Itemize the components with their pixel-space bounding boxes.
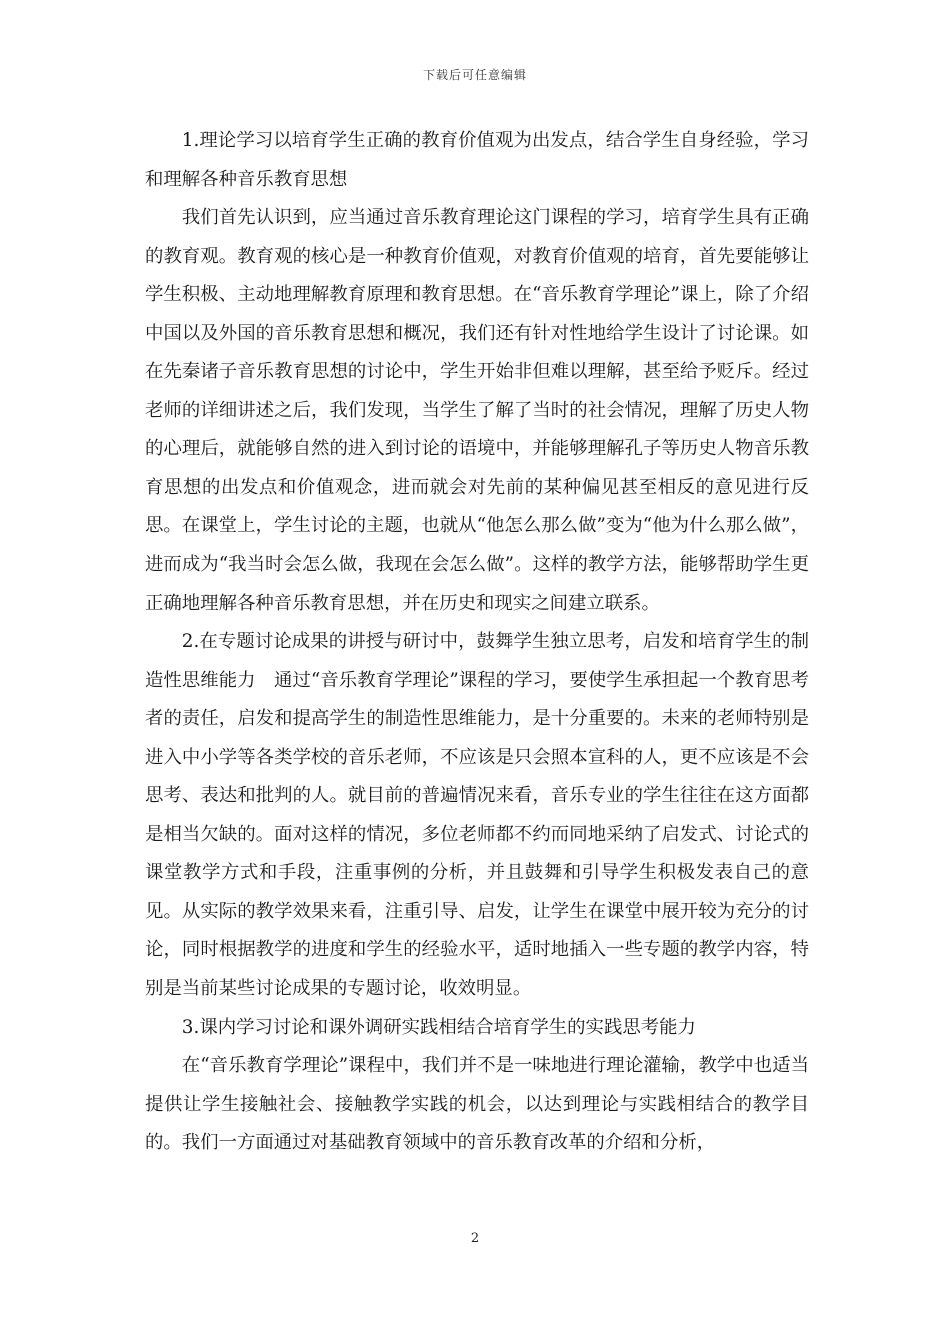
body-paragraph: 我们首先认识到，应当通过音乐教育理论这门课程的学习，培育学生具有正确的教育观。教育观的核心是一种教育价值观，对教育价值观的培育，首先要能够让学生积极、主动地理解教育原理和教育思想。在“音乐教育学理论”课上，除了介绍中国以及外国的音乐教育思想和概况，我们还有针对性地给学生设计了讨论课。如在先秦诸子音乐教育思想的讨论中，学生开始非但难以理解，甚至给予贬斥。经过老师的详细讲述之后，我们发现，当学生了解了当时的社会情况，理解了历史人物的心理后，就能够自然的进入到讨论的语境中，并能够理解孔子等历史人物音乐教育思想的出发点和价值观念，进而就会对先前的某种偏见甚至相反的意见进行反思。在课堂上，学生讨论的主题，也就从“他怎么那么做”变为“他为什么那么做”，进而成为“我当时会怎么做，我现在会怎么做”。这样的教学方法，能够帮助学生更正确地理解各种音乐教育思想，并在历史和现实之间建立联系。 bbox=[145, 207, 809, 614]
page-header: 下载后可任意编辑 bbox=[422, 68, 527, 82]
body-paragraph: 在“音乐教育学理论”课程中，我们并不是一味地进行理论灌输，教学中也适当提供让学生接触社会、接触教学实践的机会，以达到理论与实践相结合的教学目的。我们一方面通过对基础教育领域中的音乐教育改革的介绍和分析， bbox=[145, 1055, 809, 1154]
section-heading-3: 3.课内学习讨论和课外调研实践相结合培育学生的实践思考能力 bbox=[181, 1016, 696, 1038]
section-heading-2-paragraph: 2.在专题讨论成果的讲授与研讨中，鼓舞学生独立思考，启发和培育学生的制造性思维能力 通过“音乐教育学理论”课程的学习，要使学生承担起一个教育思考者的责任，启发和提高学生的制造性思维能力，是十分重要的。未来的老师特别是进入中小学等各类学校的音乐老师，不应该是只会照本宣科的人，更不应该是不会思考、表达和批判的人。就目前的普遍情况来看，音乐专业的学生往往在这方面都是相当欠缺的。面对这样的情况，多位老师都不约而同地采纳了启发式、讨论式的课堂教学方式和手段，注重事例的分析，并且鼓舞和引导学生积极发表自己的意见。从实际的教学效果来看，注重引导、启发，让学生在课堂中展开较为充分的讨论，同时根据教学的进度和学生的经验水平，适时地插入一些专题的教学内容，特别是当前某些讨论成果的专题讨论，收效明显。 bbox=[145, 631, 809, 1000]
document-body bbox=[145, 122, 809, 1163]
section-heading-1: 1.理论学习以培育学生正确的教育价值观为出发点，结合学生自身经验，学习和理解各种音乐教育思想 bbox=[145, 130, 809, 190]
page-number: 2 bbox=[470, 1231, 480, 1246]
